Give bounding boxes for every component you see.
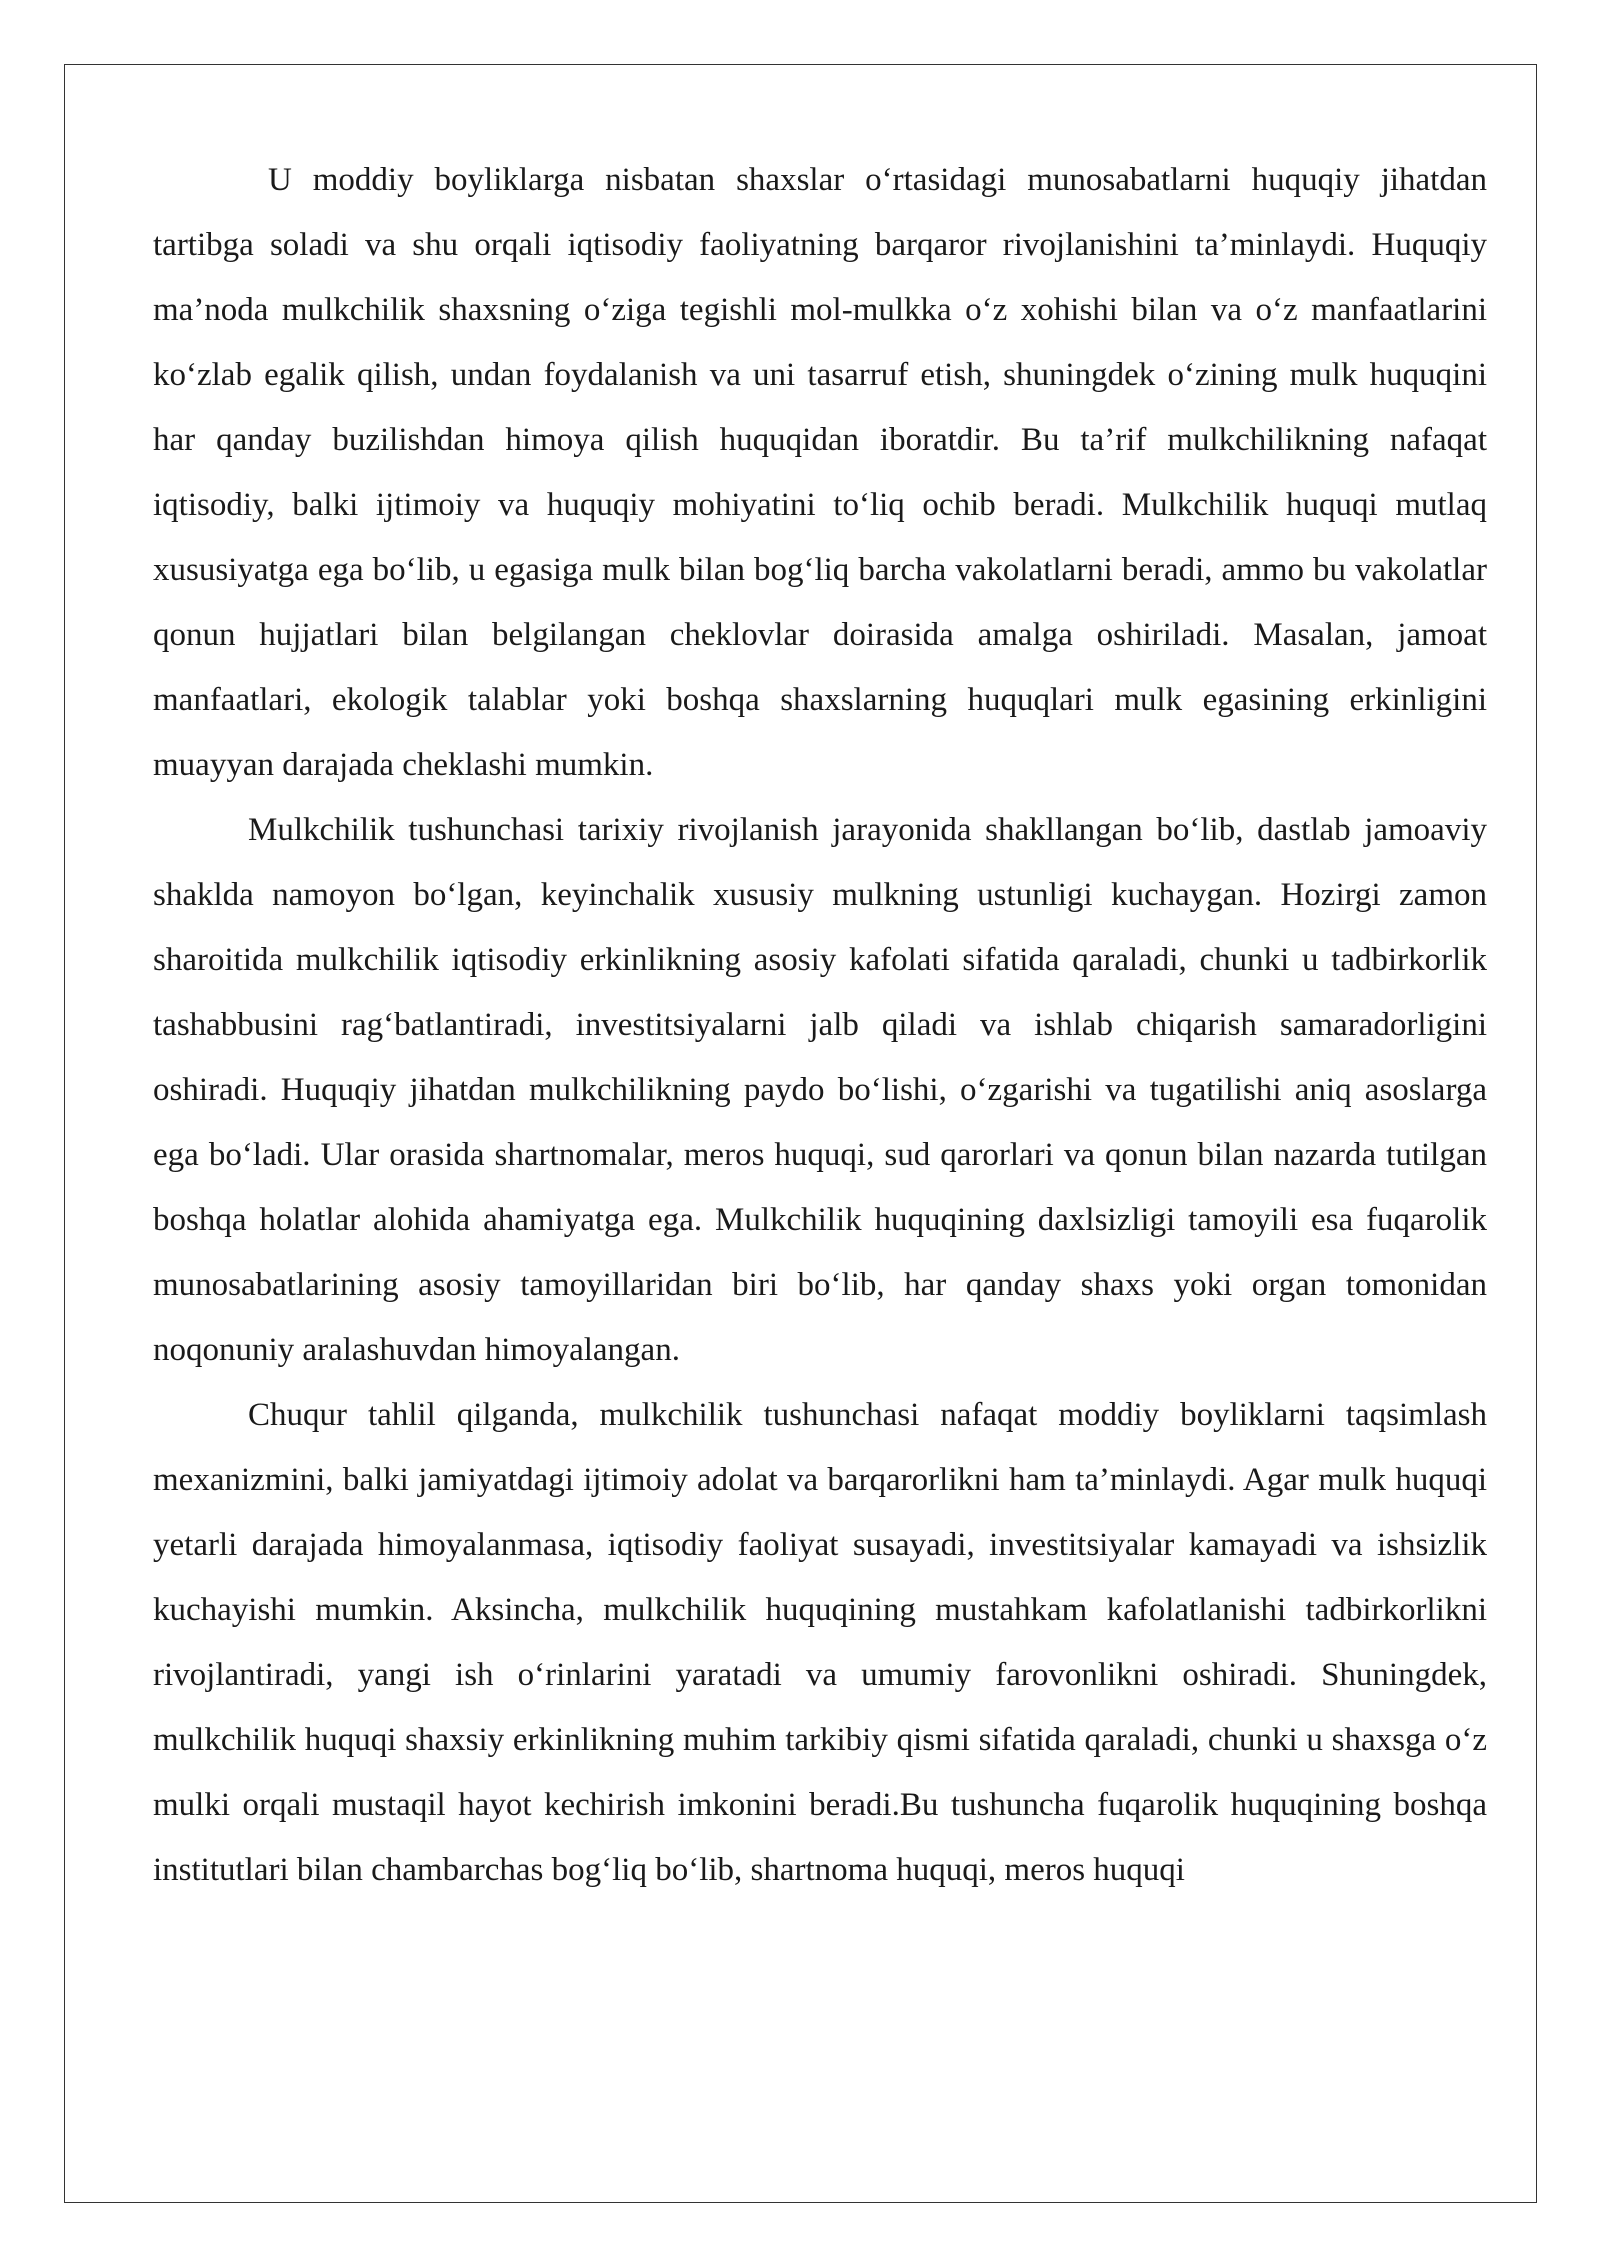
paragraph-1: U moddiy boyliklarga nisbatan shaxslar oʻrtasidagi munosabatlarni huquqiy jihatdan tartibga soladi va shu orqali iqtisodiy faoliyatning barqaror rivojlanishini ta’minlaydi. Huquqiy ma’noda mulkchilik shaxsning oʻziga tegishli mol-mulkka oʻz xohishi bilan va oʻz manfaatlarini koʻzlab egalik qilish, undan foydalanish va uni tasarruf etish, shuningdek oʻzining mulk huquqini har qanday buzilishdan himoya qilish huquqidan iboratdir. Bu ta’rif mulkchilikning nafaqat iqtisodiy, balki ijtimoiy va huquqiy mohiyatini toʻliq ochib beradi. Mulkchilik huquqi mutlaq xususiyatga ega boʻlib, u egasiga mulk bilan bogʻliq barcha vakolatlarni beradi, ammo bu vakolatlar qonun hujjatlari bilan belgilangan cheklovlar doirasida amalga oshiriladi. Masalan, jamoat manfaatlari, ekologik talablar yoki boshqa shaxslarning huquqlari mulk egasining erkinligini muayyan darajada cheklashi mumkin. — [153, 162, 1487, 783]
paragraph-3: Chuqur tahlil qilganda, mulkchilik tushunchasi nafaqat moddiy boyliklarni taqsimlash mexanizmini, balki jamiyatdagi ijtimoiy adolat va barqarorlikni ham ta’minlaydi. Agar mulk huquqi yetarli darajada himoyalanmasa, iqtisodiy faoliyat susayadi, investitsiyalar kamayadi va ishsizlik kuchayishi mumkin. Aksincha, mulkchilik huquqining mustahkam kafolatlanishi tadbirkorlikni rivojlantiradi, yangi ish oʻrinlarini yaratadi va umumiy farovonlikni oshiradi. Shuningdek, mulkchilik huquqi shaxsiy erkinlikning muhim tarkibiy qismi sifatida qaraladi, chunki u shaxsga oʻz mulki orqali mustaqil hayot kechirish imkonini beradi.Bu tushuncha fuqarolik huquqining boshqa institutlari bilan chambarchas bogʻliq boʻlib, shartnoma huquqi, meros huquqi — [153, 1397, 1487, 1888]
document-body — [153, 148, 1487, 1903]
paragraph-2: Mulkchilik tushunchasi tarixiy rivojlanish jarayonida shakllangan boʻlib, dastlab jamoaviy shaklda namoyon boʻlgan, keyinchalik xususiy mulkning ustunligi kuchaygan. Hozirgi zamon sharoitida mulkchilik iqtisodiy erkinlikning asosiy kafolati sifatida qaraladi, chunki u tadbirkorlik tashabbusini ragʻbatlantiradi, investitsiyalarni jalb qiladi va ishlab chiqarish samaradorligini oshiradi. Huquqiy jihatdan mulkchilikning paydo boʻlishi, oʻzgarishi va tugatilishi aniq asoslarga ega boʻladi. Ular orasida shartnomalar, meros huquqi, sud qarorlari va qonun bilan nazarda tutilgan boshqa holatlar alohida ahamiyatga ega. Mulkchilik huquqining daxlsizligi tamoyili esa fuqarolik munosabatlarining asosiy tamoyillaridan biri boʻlib, har qanday shaxs yoki organ tomonidan noqonuniy aralashuvdan himoyalangan. — [153, 812, 1487, 1368]
